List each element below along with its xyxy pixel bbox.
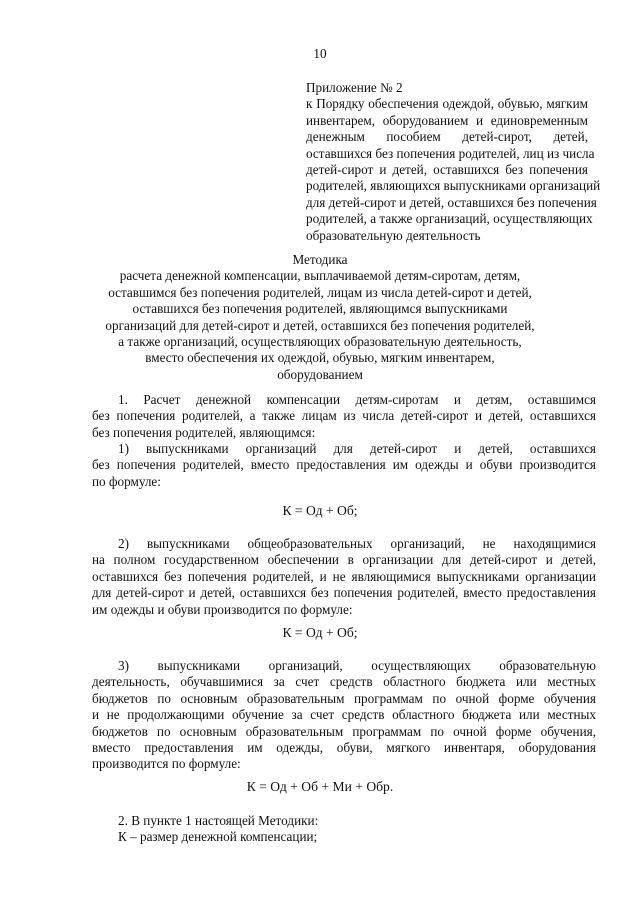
- appendix-title: Приложение № 2: [306, 80, 403, 95]
- paragraph-1: [92, 392, 596, 441]
- item-3: [92, 658, 596, 773]
- item-line: 2) выпускниками общеобразовательных организаций, не находящимися: [118, 536, 596, 551]
- item-line: бюджетов по основным образовательным программам по очной форме обучения: [92, 690, 596, 706]
- appendix-line: для детей-сирот и детей, оставшихся без попечения: [306, 194, 597, 210]
- item-line: бюджетов по основным образовательным программам по очной форме обучения,: [92, 723, 596, 739]
- appendix-line: родителей, являющихся выпускниками организаций: [306, 178, 601, 194]
- item-line: и не продолжающими обучение за счет средств областного бюджета или местных: [92, 707, 596, 723]
- method-title-line: а также организаций, осуществляющих образовательную деятельность,: [118, 334, 522, 350]
- formula-1: К = Од + Об;: [282, 503, 358, 518]
- item-line: 1) выпускниками организаций для детей-сирот и детей, оставшихся: [118, 441, 596, 456]
- item-line: по формуле:: [92, 473, 161, 489]
- appendix-line: инвентарем, оборудованием и единовременным: [306, 112, 588, 128]
- paragraph-line: 1. Расчет денежной компенсации детям-сиротам и детям, оставшимся: [118, 392, 596, 407]
- method-title-line: вместо обеспечения их одеждой, обувью, мягким инвентарем,: [145, 350, 495, 366]
- paragraph-2: 2. В пункте 1 настоящей Методики:: [118, 813, 319, 828]
- paragraph-line: без попечения родителей, являющимся:: [92, 424, 316, 440]
- method-title-line: организаций для детей-сирот и детей, оставшихся без попечения родителей,: [105, 317, 535, 333]
- appendix-line: образовательную деятельность: [306, 227, 481, 243]
- item-line: 3) выпускниками организаций, осуществляющих образовательную: [118, 658, 596, 673]
- formula-3: К = Од + Об + Ми + Обр.: [246, 779, 394, 794]
- definition-k: К – размер денежной компенсации;: [118, 829, 318, 844]
- method-title: [0, 252, 640, 383]
- appendix-line: денежным пособием детей-сирот, детей,: [306, 129, 588, 145]
- item-line: деятельность, обучавшимися за счет средств областного бюджета или местных: [92, 674, 596, 690]
- appendix-line: детей-сирот и детей, оставшихся без попечения: [306, 162, 588, 178]
- item-line: на полном государственном обеспечении в организации для детей-сирот и детей,: [92, 552, 596, 568]
- method-title-line: оставшимся без попечения родителей, лицам из числа детей-сирот и детей,: [108, 284, 532, 300]
- appendix-line: оставшихся без попечения родителей, лиц из числа: [306, 145, 595, 161]
- paragraph-line: без попечения родителей, а также лицам из числа детей-сирот и детей, оставшихся: [92, 408, 596, 424]
- method-title-line: оборудованием: [277, 366, 363, 382]
- appendix-line: к Порядку обеспечения одеждой, обувью, мягким: [306, 96, 588, 112]
- item-2: [92, 536, 596, 618]
- method-title-line: оставшихся без попечения родителей, являющимся выпускниками: [132, 301, 508, 317]
- item-line: им одежды и обуви производится по формуле:: [92, 601, 353, 617]
- item-line: для детей-сирот и детей, оставшихся без попечения родителей, вместо предоставления: [92, 585, 596, 601]
- item-line: без попечения родителей, вместо предоставления им одежды и обуви производится: [92, 457, 596, 473]
- method-heading: Методика: [292, 252, 348, 267]
- item-line: оставшихся без попечения родителей, и не являющимися выпускниками организации: [92, 568, 596, 584]
- formula-2: К = Од + Об;: [282, 625, 358, 640]
- item-1: [92, 441, 596, 490]
- appendix-line: родителей, а также организаций, осуществляющих: [306, 211, 593, 227]
- item-line: вместо предоставления им одежды, обуви, мягкого инвентаря, оборудования: [92, 740, 596, 756]
- page-number: 10: [313, 46, 327, 61]
- item-line: производится по формуле:: [92, 756, 241, 772]
- method-title-line: расчета денежной компенсации, выплачиваемой детям-сиротам, детям,: [119, 268, 521, 284]
- appendix-header: [306, 80, 601, 244]
